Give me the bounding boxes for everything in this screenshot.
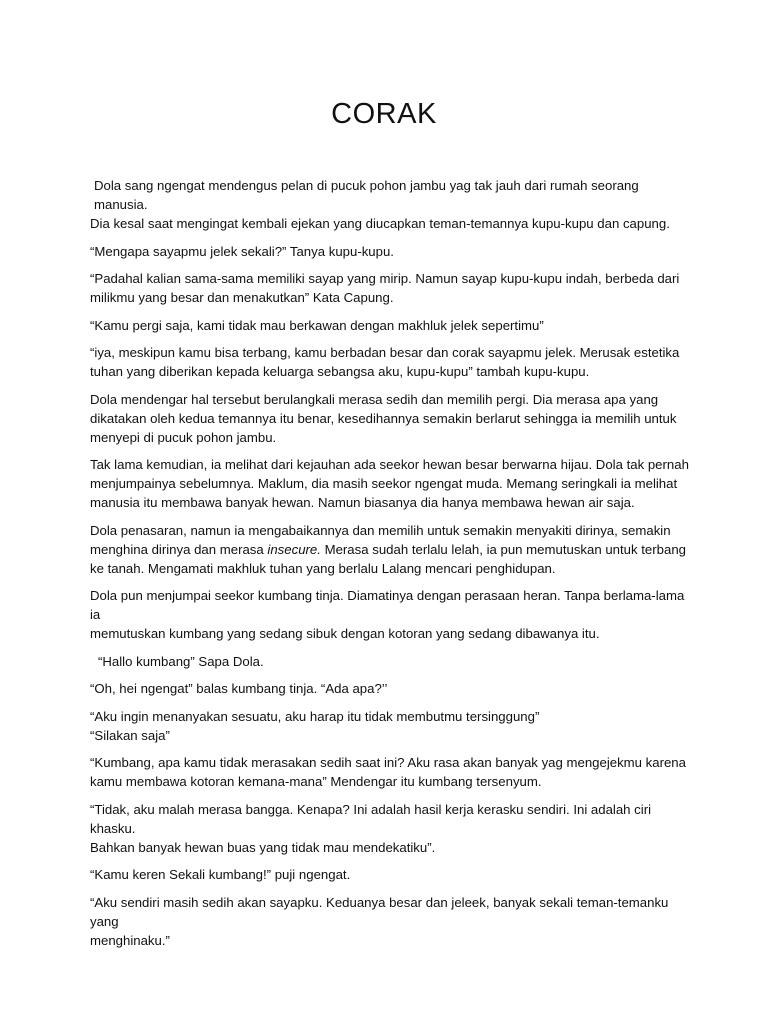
text-line: “Silakan saja”	[90, 727, 170, 743]
paragraph	[90, 269, 690, 307]
paragraph	[90, 521, 690, 578]
paragraph	[90, 343, 690, 381]
paragraph	[90, 176, 690, 233]
text-line: “iya, meskipun kamu bisa terbang, kamu berbadan besar dan corak sayapmu jelek. Merusak estetika	[90, 345, 680, 360]
text-line: “Aku ingin menanyakan sesuatu, aku harap itu tidak membutmu tersinggung”	[90, 708, 540, 724]
text-run: Merasa sudah terlalu lelah, ia pun memutuskan untuk terbang	[320, 541, 686, 557]
text-line: “Oh, hei ngengat” balas kumbang tinja. “Ada apa?’’	[90, 681, 388, 696]
text-line: menjumpainya sebelumnya. Maklum, dia masih seekor ngengat muda. Memang seringkali ia melihat	[90, 476, 678, 491]
text-line: memutuskan kumbang yang sedang sibuk dengan kotoran yang sedang dibawanya itu.	[90, 626, 600, 641]
paragraph	[90, 242, 690, 261]
paragraph	[90, 753, 690, 791]
text-run: menghina dirinya dan merasa	[90, 541, 268, 557]
paragraph	[90, 586, 690, 643]
text-line: Bahkan banyak hewan buas yang tidak mau mendekatiku”.	[90, 839, 436, 855]
paragraph	[90, 800, 690, 857]
document-title: CORAK	[331, 98, 437, 130]
text-line: Tak lama kemudian, ia melihat dari kejauhan ada seekor hewan besar berwarna hijau. Dola tak pernah	[90, 457, 689, 472]
text-line: tuhan yang diberikan kepada keluarga sebangsa aku, kupu-kupu” tambah kupu-kupu.	[90, 364, 590, 379]
paragraph	[90, 652, 690, 671]
text-line: Dola sang ngengat mendengus pelan di pucuk pohon jambu yag tak jauh dari rumah seorang manusia.	[94, 178, 639, 212]
text-line: Dola penasaran, namun ia mengabaikannya dan memilih untuk semakin menyakiti dirinya, semakin	[90, 522, 671, 538]
document-body	[90, 176, 690, 958]
paragraph	[90, 865, 690, 884]
text-line: milikmu yang besar dan menakutkan” Kata Capung.	[90, 290, 394, 305]
text-line: Dola mendengar hal tersebut berulangkali merasa sedih dan memilih pergi. Dia merasa apa yang	[90, 391, 659, 407]
text-line: “Kumbang, apa kamu tidak merasakan sedih saat ini? Aku rasa akan banyak yag mengejekmu karena	[90, 755, 686, 770]
text-line: ke tanah. Mengamati makhluk tuhan yang berlalu Lalang mencari penghidupan.	[90, 560, 556, 576]
paragraph	[90, 893, 690, 950]
text-line: “Kamu keren Sekali kumbang!” puji ngengat.	[90, 867, 351, 882]
paragraph	[90, 679, 690, 698]
italic-text: insecure.	[267, 541, 321, 557]
paragraph	[90, 707, 690, 745]
text-line: Dola pun menjumpai seekor kumbang tinja. Diamatinya dengan perasaan heran. Tanpa berlama-lama ia	[90, 588, 685, 622]
text-line: “Padahal kalian sama-sama memiliki sayap yang mirip. Namun sayap kupu-kupu indah, berbeda dari	[90, 271, 680, 286]
text-line: Dia kesal saat mengingat kembali ejekan yang diucapkan teman-temannya kupu-kupu dan capung.	[90, 216, 670, 231]
paragraph	[90, 316, 690, 335]
text-line: kamu membawa kotoran kemana-mana” Mendengar itu kumbang tersenyum.	[90, 774, 542, 789]
paragraph	[90, 390, 690, 447]
text-line: “Aku sendiri masih sedih akan sayapku. Keduanya besar dan jeleek, banyak sekali teman-temanku yang	[90, 894, 669, 929]
text-line-mixed	[90, 540, 690, 559]
text-line: dikatakan oleh kedua temannya itu benar, kesedihannya semakin berlarut sehingga ia memilih untuk	[90, 410, 677, 426]
text-line: menyepi di pucuk pohon jambu.	[90, 429, 277, 445]
text-line: “Tidak, aku malah merasa bangga. Kenapa? Ini adalah hasil kerja kerasku sendiri. Ini adalah ciri khasku.	[90, 801, 652, 836]
text-line: “Mengapa sayapmu jelek sekali?” Tanya kupu-kupu.	[90, 243, 394, 259]
paragraph	[90, 455, 690, 512]
text-line: “Kamu pergi saja, kami tidak mau berkawan dengan makhluk jelek sepertimu”	[90, 317, 544, 333]
text-line: menghinaku.”	[90, 932, 170, 948]
text-line: “Hallo kumbang” Sapa Dola.	[98, 653, 264, 669]
text-line: manusia itu membawa banyak hewan. Namun biasanya dia hanya membawa hewan air saja.	[90, 495, 635, 510]
